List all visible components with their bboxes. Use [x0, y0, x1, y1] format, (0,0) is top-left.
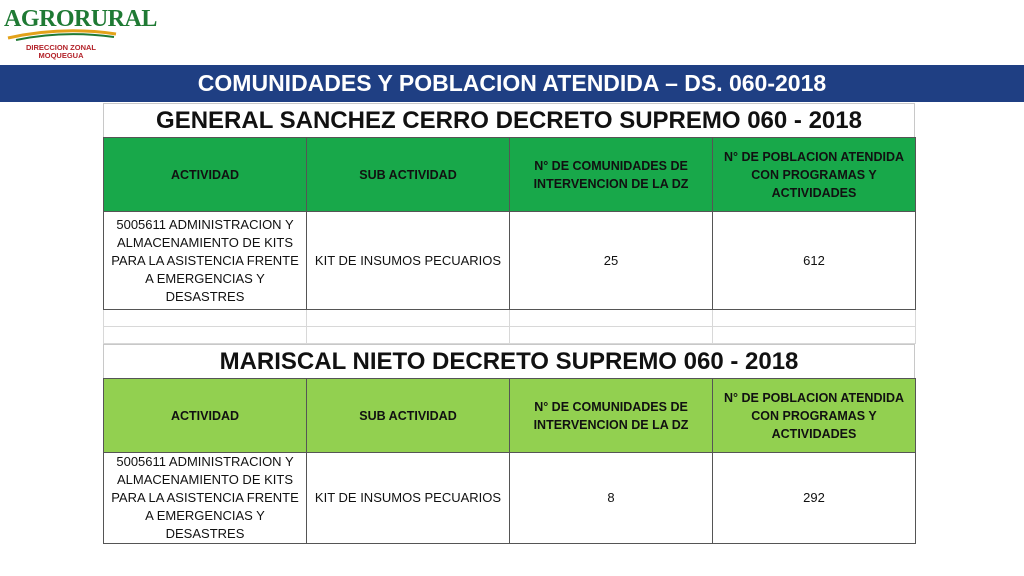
section-heading: MARISCAL NIETO DECRETO SUPREMO 060 - 2018 — [103, 344, 915, 378]
data-table — [103, 137, 916, 344]
section-general-sanchez-cerro — [103, 103, 915, 344]
table-header-row — [104, 379, 916, 453]
logo-subtitle-line2: MOQUEGUA — [38, 51, 84, 60]
column-header-comunidades: N° DE COMUNIDADES DE INTERVENCION DE LA DZ — [510, 138, 713, 212]
column-header-sub-actividad: SUB ACTIVIDAD — [307, 138, 510, 212]
cell-comunidades: 8 — [510, 453, 713, 544]
cell-poblacion: 612 — [713, 212, 916, 310]
section-heading: GENERAL SANCHEZ CERRO DECRETO SUPREMO 060 - 2018 — [103, 103, 915, 137]
cell-poblacion: 292 — [713, 453, 916, 544]
column-header-sub-actividad: SUB ACTIVIDAD — [307, 379, 510, 453]
logo-swoosh-icon — [2, 28, 120, 42]
logo-wordmark: AGRORURAL — [4, 6, 157, 32]
page-title: COMUNIDADES Y POBLACION ATENDIDA – DS. 060-2018 — [197, 70, 827, 96]
title-banner — [0, 65, 1024, 102]
logo-subtitle-line1: DIRECCION ZONAL — [26, 43, 96, 52]
agrorural-logo — [2, 2, 157, 64]
column-header-poblacion: N° DE POBLACION ATENDIDA CON PROGRAMAS Y ACTIVIDADES — [713, 138, 916, 212]
column-header-actividad: ACTIVIDAD — [104, 138, 307, 212]
empty-row — [104, 310, 916, 327]
empty-row — [104, 327, 916, 344]
data-table — [103, 378, 916, 544]
section-mariscal-nieto — [103, 344, 915, 544]
cell-actividad: 5005611 ADMINISTRACION Y ALMACENAMIENTO DE KITS PARA LA ASISTENCIA FRENTE A EMERGENCIAS Y DESASTRES — [104, 453, 307, 544]
cell-sub-actividad: KIT DE INSUMOS PECUARIOS — [307, 212, 510, 310]
cell-actividad: 5005611 ADMINISTRACION Y ALMACENAMIENTO DE KITS PARA LA ASISTENCIA FRENTE A EMERGENCIAS Y DESASTRES — [104, 212, 307, 310]
logo-subtitle — [2, 44, 120, 60]
column-header-actividad: ACTIVIDAD — [104, 379, 307, 453]
table-row — [104, 453, 916, 544]
column-header-poblacion: N° DE POBLACION ATENDIDA CON PROGRAMAS Y ACTIVIDADES — [713, 379, 916, 453]
column-header-comunidades: N° DE COMUNIDADES DE INTERVENCION DE LA DZ — [510, 379, 713, 453]
table-header-row — [104, 138, 916, 212]
cell-sub-actividad: KIT DE INSUMOS PECUARIOS — [307, 453, 510, 544]
table-row — [104, 212, 916, 310]
cell-comunidades: 25 — [510, 212, 713, 310]
